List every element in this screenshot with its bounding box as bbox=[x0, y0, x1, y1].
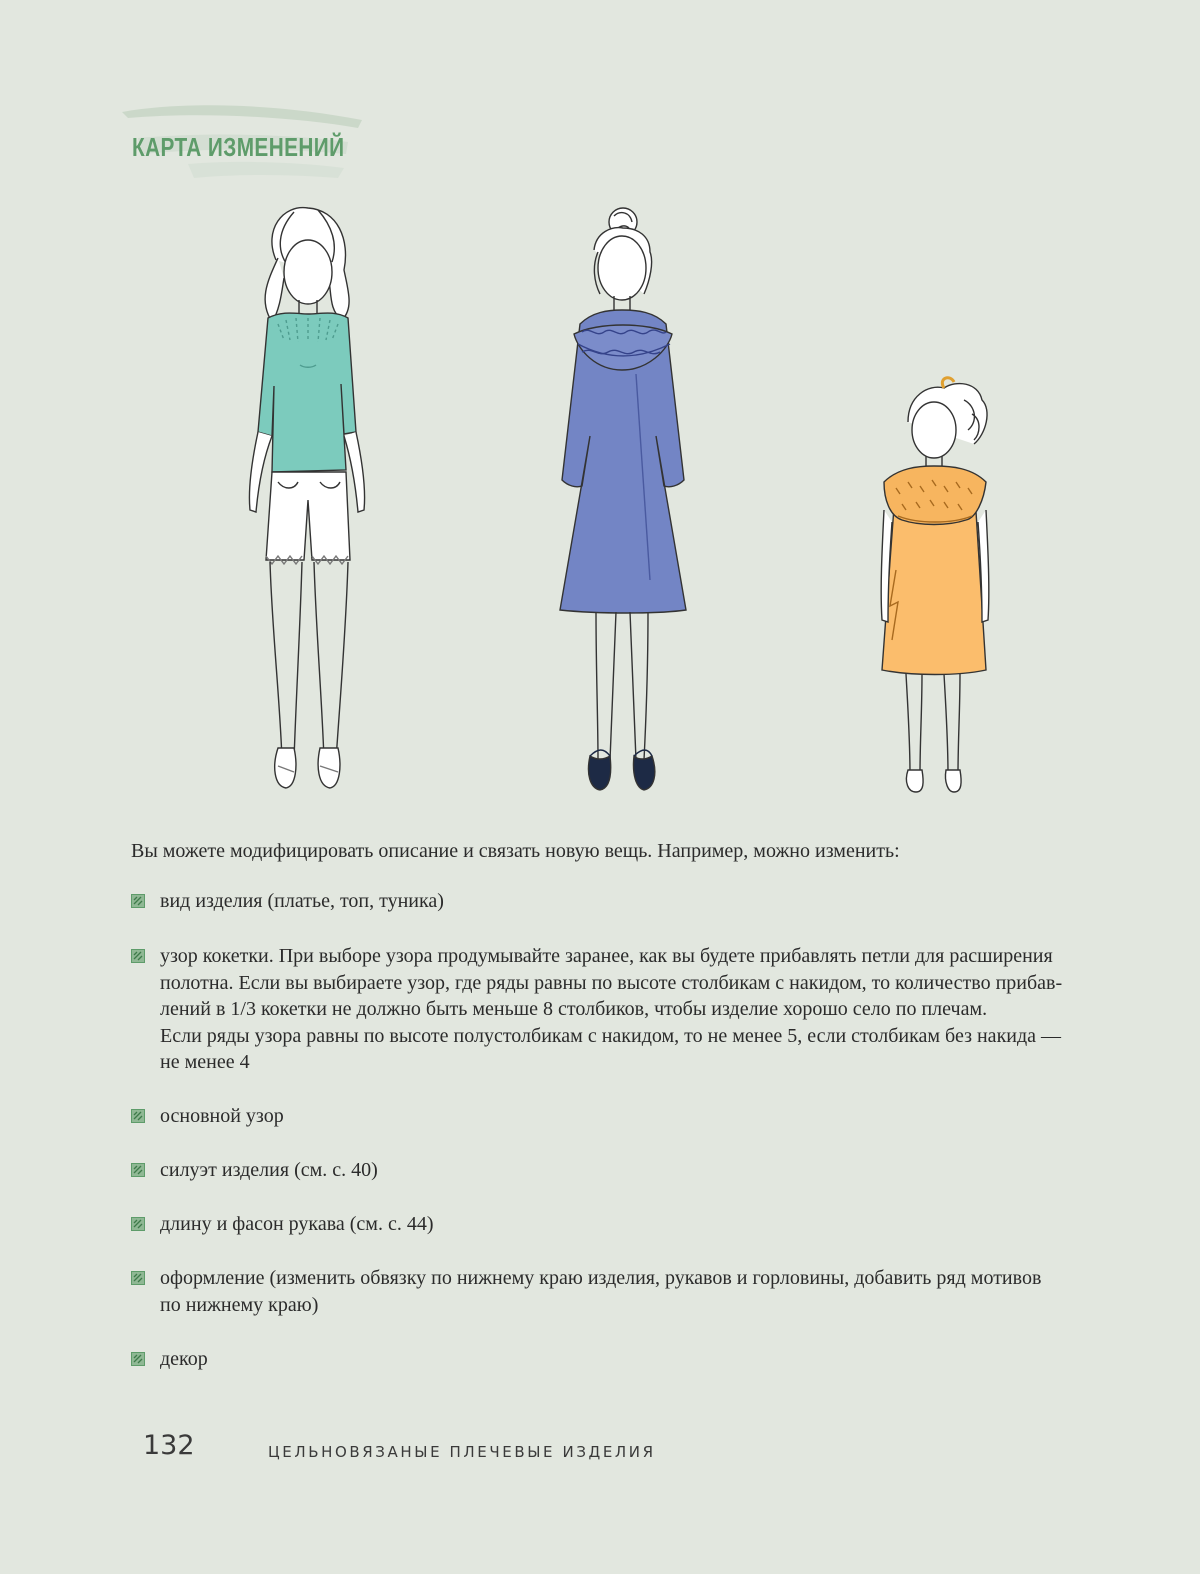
bullet-icon bbox=[131, 1109, 145, 1123]
bullet-icon bbox=[131, 894, 145, 908]
intro-paragraph: Вы можете модифицировать описание и связать новую вещь. Например, можно изменить: bbox=[131, 840, 900, 862]
list-item-text: полотна. Если вы выбираете узор, где ряды равны по высоте столбикам с накидом, то количество прибав- bbox=[160, 971, 1063, 994]
figures-illustration bbox=[0, 200, 1200, 810]
list-item-text: вид изделия (платье, топ, туника) bbox=[160, 890, 444, 912]
bullet-icon bbox=[131, 1163, 145, 1177]
list-item-text: лений в 1/3 кокетки не должно быть меньше 8 столбиков, чтобы изделие хорошо село по плечам. bbox=[160, 998, 988, 1020]
bullet-icon bbox=[131, 1271, 145, 1285]
list-item-text: не менее 4 bbox=[160, 1051, 250, 1073]
bullet-icon bbox=[131, 949, 145, 963]
section-title: КАРТА ИЗМЕНЕНИЙ bbox=[132, 132, 345, 162]
list-item-text: длину и фасон рукава (см. с. 44) bbox=[160, 1213, 434, 1235]
woman-in-blue-dress-figure bbox=[538, 200, 708, 795]
section-heading-block bbox=[118, 98, 368, 190]
list-item-text: узор кокетки. При выборе узора продумывайте заранее, как вы будете прибавлять петли для расширения bbox=[160, 945, 1053, 967]
bullet-icon bbox=[131, 1352, 145, 1366]
list-item-text: декор bbox=[160, 1348, 208, 1370]
list-item-text: по нижнему краю) bbox=[160, 1293, 319, 1316]
list-item-text: оформление (изменить обвязку по нижнему краю изделия, рукавов и горловины, добавить ряд мотивов bbox=[160, 1267, 1042, 1289]
running-title: ЦЕЛЬНОВЯЗАНЫЕ ПЛЕЧЕВЫЕ ИЗДЕЛИЯ bbox=[268, 1443, 656, 1461]
bullet-icon bbox=[131, 1217, 145, 1231]
list-item-text: Если ряды узора равны по высоте полустолбикам с накидом, то не менее 5, если столбикам без накида — bbox=[160, 1024, 1062, 1047]
list-item-text: основной узор bbox=[160, 1105, 284, 1127]
page-number: 132 bbox=[143, 1430, 195, 1461]
list-item-text: силуэт изделия (см. с. 40) bbox=[160, 1159, 378, 1181]
woman-in-teal-top-figure bbox=[228, 200, 388, 795]
girl-in-orange-dress-figure bbox=[868, 370, 998, 800]
